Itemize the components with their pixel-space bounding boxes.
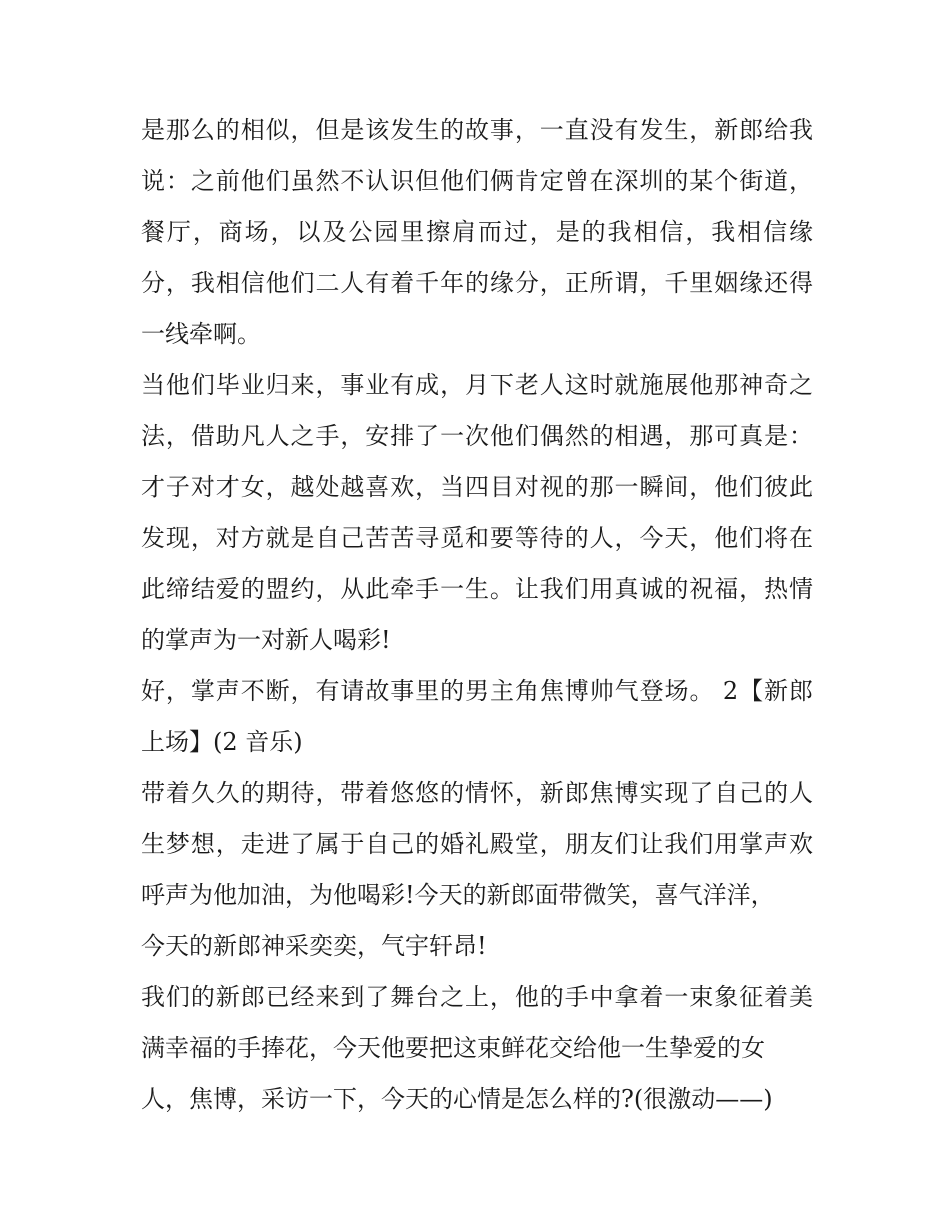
text-line: 法，借助凡人之手，安排了一次他们偶然的相遇，那可真是：: [141, 422, 813, 450]
text-line: 一线牵啊。: [141, 320, 261, 348]
text-line: 分，我相信他们二人有着千年的缘分，正所谓，千里姻缘还得: [141, 269, 813, 297]
text-line: 说：之前他们虽然不认识但他们俩肯定曾在深圳的某个街道，: [141, 167, 813, 195]
text-line: 的掌声为一对新人喝彩!: [141, 626, 391, 654]
text-line: 是那么的相似，但是该发生的故事，一直没有发生，新郎给我: [141, 116, 813, 144]
text-line: 我们的新郎已经来到了舞台之上，他的手中拿着一束象征着美: [141, 983, 813, 1011]
text-line: 发现，对方就是自己苦苦寻觅和要等待的人，今天，他们将在: [141, 524, 813, 552]
text-line: 今天的新郎神采奕奕，气宇轩昂!: [141, 932, 487, 960]
text-line: 才子对才女，越处越喜欢，当四目对视的那一瞬间，他们彼此: [141, 473, 813, 501]
text-line: 上场】(2 音乐): [141, 728, 303, 756]
document-body: [141, 105, 813, 1125]
text-line: 生梦想，走进了属于自己的婚礼殿堂，朋友们让我们用掌声欢: [141, 830, 813, 858]
text-line: 人，焦博，采访一下，今天的心情是怎么样的?(很激动——): [141, 1085, 773, 1113]
text-line: 此缔结爱的盟约，从此牵手一生。让我们用真诚的祝福，热情: [141, 575, 813, 603]
text-line: 呼声为他加油，为他喝彩!今天的新郎面带微笑，喜气洋洋，: [141, 881, 775, 909]
text-line: 带着久久的期待，带着悠悠的情怀，新郎焦博实现了自己的人: [141, 779, 813, 807]
text-line: 满幸福的手捧花，今天他要把这束鲜花交给他一生挚爱的女: [141, 1034, 765, 1062]
text-line: 餐厅，商场，以及公园里擦肩而过，是的我相信，我相信缘: [141, 218, 813, 246]
text-line: 当他们毕业归来，事业有成，月下老人这时就施展他那神奇之: [141, 371, 813, 399]
text-line: 好，掌声不断，有请故事里的男主角焦博帅气登场。 2【新郎: [141, 677, 813, 705]
